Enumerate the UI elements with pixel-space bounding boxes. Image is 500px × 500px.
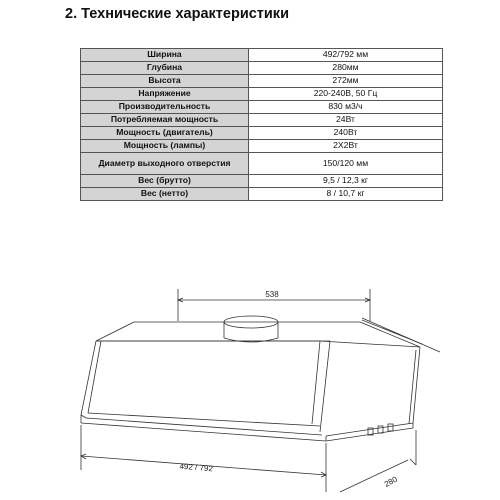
spec-label-capacity: Производительность: [81, 101, 249, 114]
dimension-line-depth: [340, 430, 416, 492]
dimension-label-280: 280: [382, 474, 399, 489]
spec-value-outlet-diameter: 150/120 мм: [249, 153, 443, 175]
page-title: 2. Технические характеристики: [65, 6, 289, 22]
hood-front-face: [81, 341, 420, 441]
spec-label-gross-weight: Вес (брутто): [81, 175, 249, 188]
spec-label-power-consumption: Потребляемая мощность: [81, 114, 249, 127]
spec-label-lamp-power: Мощность (лампы): [81, 140, 249, 153]
spec-label-motor-power: Мощность (двигатель): [81, 127, 249, 140]
spec-value-net-weight: 8 / 10,7 кг: [249, 188, 443, 201]
spec-label-net-weight: Вес (нетто): [81, 188, 249, 201]
spec-label-voltage: Напряжение: [81, 88, 249, 101]
spec-value-depth: 280мм: [249, 62, 443, 75]
dimension-label-width: 492 / 792: [179, 461, 214, 474]
spec-value-width: 492/792 мм: [249, 49, 443, 62]
dimension-label-538: 538: [265, 290, 279, 299]
spec-label-outlet-diameter: Диаметр выходного отверстия: [81, 153, 249, 175]
spec-value-height: 272мм: [249, 75, 443, 88]
hood-top-panel: [96, 318, 440, 352]
spec-value-lamp-power: 2Х2Вт: [249, 140, 443, 153]
outlet-pipe: [224, 316, 278, 342]
spec-label-width: Ширина: [81, 49, 249, 62]
spec-value-capacity: 830 м3/ч: [249, 101, 443, 114]
spec-value-motor-power: 240Вт: [249, 127, 443, 140]
spec-value-gross-weight: 9,5 / 12,3 кг: [249, 175, 443, 188]
spec-value-power-consumption: 24Вт: [249, 114, 443, 127]
spec-label-height: Высота: [81, 75, 249, 88]
spec-label-depth: Глубина: [81, 62, 249, 75]
dimension-line-width: [81, 425, 326, 492]
spec-value-voltage: 220-240В, 50 Гц: [249, 88, 443, 101]
